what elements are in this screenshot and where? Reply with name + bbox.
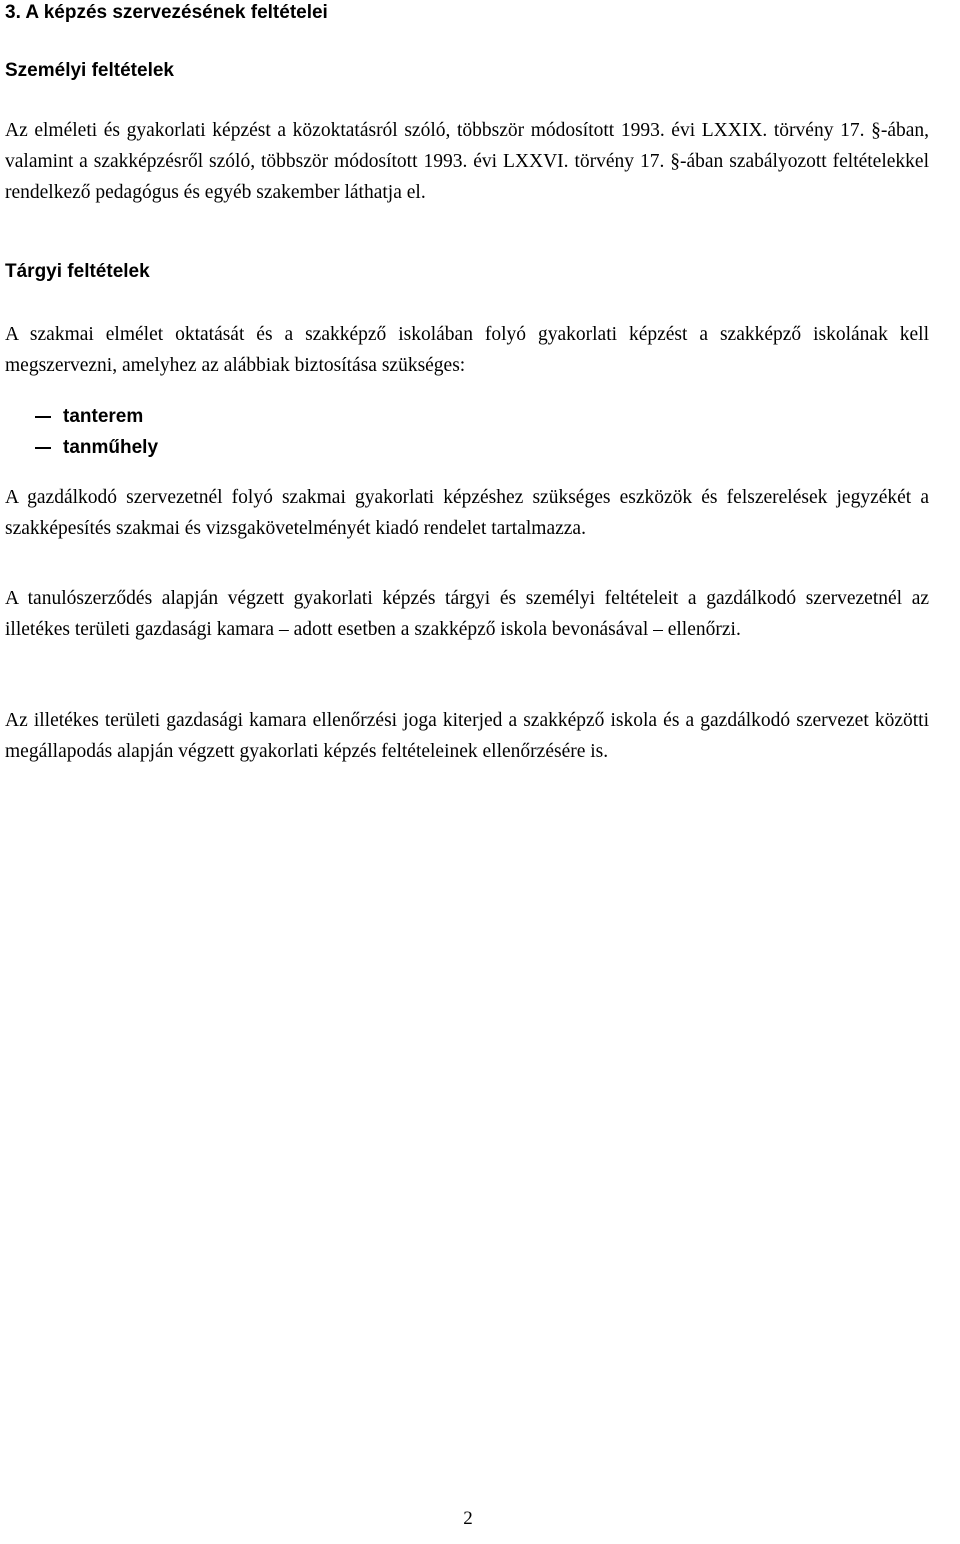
list-item bbox=[5, 401, 158, 432]
material-intro-paragraph: A szakmai elmélet oktatását és a szakképző iskolában folyó gyakorlati képzést a szakképző iskolának kell megszervezni, amelyhez az alábbiak biztosítása szükséges: bbox=[5, 324, 929, 376]
dash-bullet-icon bbox=[35, 447, 51, 449]
personal-conditions-paragraph: Az elméleti és gyakorlati képzést a közoktatásról szóló, többször módosított 1993. évi LXXIX. törvény 17. §-ában, valamint a szakképzésről szóló, többször módosított 1993. évi LXXVI. törvény 17. §-ában szabályozott feltételekkel rendelkező pedagógus és egyéb szakember láthatja el. bbox=[5, 120, 929, 203]
contract-training-paragraph: A tanulószerződés alapján végzett gyakorlati képzés tárgyi és személyi feltételeit a gazdálkodó szervezetnél az illetékes területi gazdasági kamara – adott esetben a szakképző iskola bevonásával – ellenőrzi. bbox=[5, 588, 929, 640]
list-item-label: tanműhely bbox=[63, 437, 159, 458]
section-title: 3. A képzés szervezésének feltételei bbox=[5, 2, 328, 23]
dash-bullet-icon bbox=[35, 416, 51, 418]
list-item-label: tanterem bbox=[63, 406, 144, 427]
personal-conditions-heading: Személyi feltételek bbox=[5, 60, 174, 81]
material-conditions-heading: Tárgyi feltételek bbox=[5, 261, 150, 282]
requirements-list bbox=[5, 401, 158, 463]
equipment-paragraph: A gazdálkodó szervezetnél folyó szakmai gyakorlati képzéshez szükséges eszközök és felszerelések jegyzékét a szakképesítés szakmai és vizsgakövetelményét kiadó rendelet tartalmazza. bbox=[5, 487, 929, 539]
chamber-inspection-paragraph: Az illetékes területi gazdasági kamara ellenőrzési joga kiterjed a szakképző iskola és a gazdálkodó szervezet közötti megállapodás alapján végzett gyakorlati képzés feltételeinek ellenőrzésére is. bbox=[5, 710, 929, 762]
page-number: 2 bbox=[463, 1508, 473, 1529]
list-item bbox=[5, 432, 158, 463]
